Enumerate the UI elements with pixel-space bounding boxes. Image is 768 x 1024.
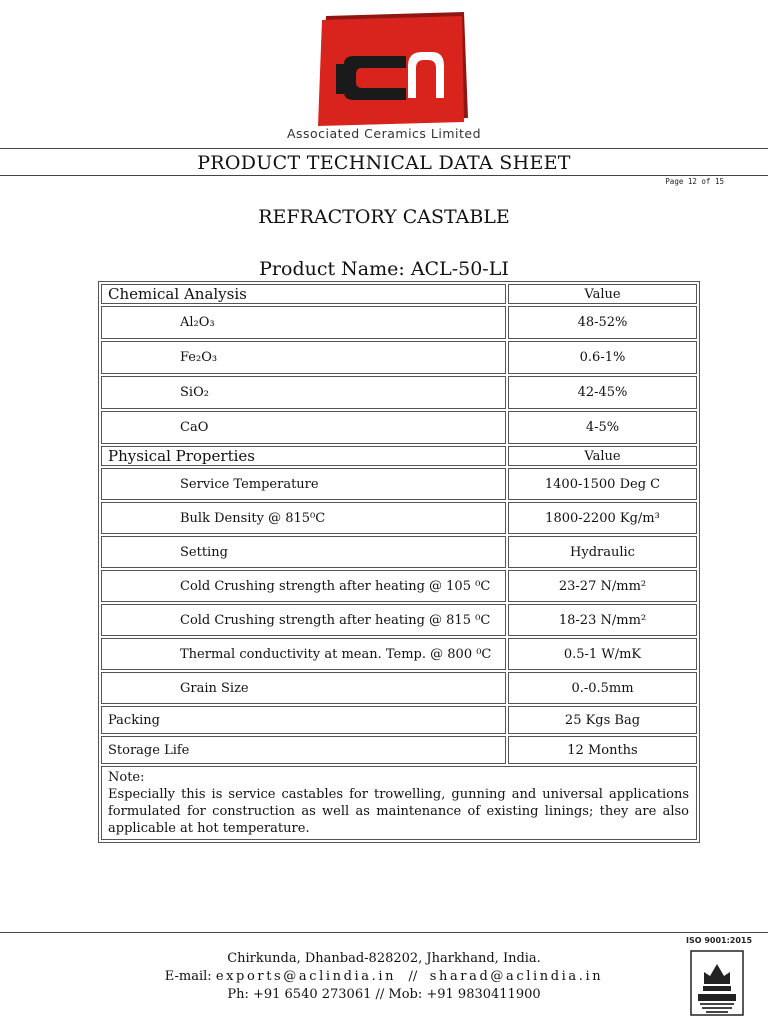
footer-rule xyxy=(0,932,768,933)
header-rule xyxy=(0,148,768,149)
footer-address: Chirkunda, Dhanbad-828202, Jharkhand, India. xyxy=(227,951,541,966)
physical-header-row xyxy=(101,446,697,466)
property-value: 1800-2200 Kg/m³ xyxy=(508,502,697,534)
property-label: CaO xyxy=(101,411,506,444)
footer xyxy=(0,950,768,1004)
property-value: 0.5-1 W/mK xyxy=(508,638,697,670)
footer-phone: Ph: +91 6540 273061 // Mob: +91 9830411900 xyxy=(227,987,541,1002)
property-value: 4-5% xyxy=(508,411,697,444)
property-label: Cold Crushing strength after heating @ 815 ⁰C xyxy=(101,604,506,636)
email-link-sharad[interactable]: sharad@aclindia.in xyxy=(429,969,604,984)
property-label: Bulk Density @ 815⁰C xyxy=(101,502,506,534)
company-name: Associated Ceramics Limited xyxy=(286,126,482,141)
chemical-analysis-title: Chemical Analysis xyxy=(101,284,506,304)
acl-logo-icon xyxy=(314,12,470,134)
product-name: Product Name: ACL-50-LI xyxy=(259,258,509,280)
sheet-title: PRODUCT TECHNICAL DATA SHEET xyxy=(197,152,571,174)
storage-row xyxy=(101,736,697,764)
email-separator: // xyxy=(408,969,418,984)
note-row xyxy=(101,766,697,840)
technical-data-table xyxy=(98,281,700,843)
value-header: Value xyxy=(508,284,697,304)
property-label: Service Temperature xyxy=(101,468,506,500)
table-row xyxy=(101,638,697,670)
storage-label: Storage Life xyxy=(101,736,506,764)
property-value: 42-45% xyxy=(508,376,697,409)
email-prefix: E-mail: xyxy=(164,969,212,984)
property-value: 1400-1500 Deg C xyxy=(508,468,697,500)
property-label: Fe₂O₃ xyxy=(101,341,506,374)
document-heading: REFRACTORY CASTABLE xyxy=(258,206,510,228)
property-label: Thermal conductivity at mean. Temp. @ 800 ⁰C xyxy=(101,638,506,670)
table-row xyxy=(101,306,697,339)
packing-label: Packing xyxy=(101,706,506,734)
property-label: SiO₂ xyxy=(101,376,506,409)
table-row xyxy=(101,672,697,704)
physical-properties-title: Physical Properties xyxy=(101,446,506,466)
property-value: 23-27 N/mm² xyxy=(508,570,697,602)
property-value: 0.6-1% xyxy=(508,341,697,374)
note-cell xyxy=(101,766,697,840)
property-value: 18-23 N/mm² xyxy=(508,604,697,636)
property-label: Setting xyxy=(101,536,506,568)
table-row xyxy=(101,536,697,568)
table-row xyxy=(101,341,697,374)
property-label: Cold Crushing strength after heating @ 105 ⁰C xyxy=(101,570,506,602)
table-row xyxy=(101,411,697,444)
company-logo xyxy=(0,8,768,148)
storage-value: 12 Months xyxy=(508,736,697,764)
note-title: Note: xyxy=(108,770,145,785)
packing-row xyxy=(101,706,697,734)
packing-value: 25 Kgs Bag xyxy=(508,706,697,734)
page-number: Page 12 of 15 xyxy=(665,177,724,186)
property-label: Al₂O₃ xyxy=(101,306,506,339)
chemical-header-row xyxy=(101,284,697,304)
table-row xyxy=(101,570,697,602)
property-label: Grain Size xyxy=(101,672,506,704)
footer-email-line xyxy=(0,968,768,986)
property-value: 48-52% xyxy=(508,306,697,339)
table-row xyxy=(101,468,697,500)
property-value: 0.-0.5mm xyxy=(508,672,697,704)
table-row xyxy=(101,376,697,409)
note-body: Especially this is service castables for trowelling, gunning and universal applications formulated for construction as well as maintenance of existing linings; they are also applicable at hot temperature. xyxy=(108,787,689,836)
table-row xyxy=(101,502,697,534)
value-header: Value xyxy=(508,446,697,466)
ukas-certification-icon xyxy=(690,950,744,1016)
iso-certification: ISO 9001:2015 xyxy=(686,936,753,945)
table-row xyxy=(101,604,697,636)
email-link-exports[interactable]: exports@aclindia.in xyxy=(215,969,397,984)
title-rule xyxy=(0,175,768,176)
property-value: Hydraulic xyxy=(508,536,697,568)
